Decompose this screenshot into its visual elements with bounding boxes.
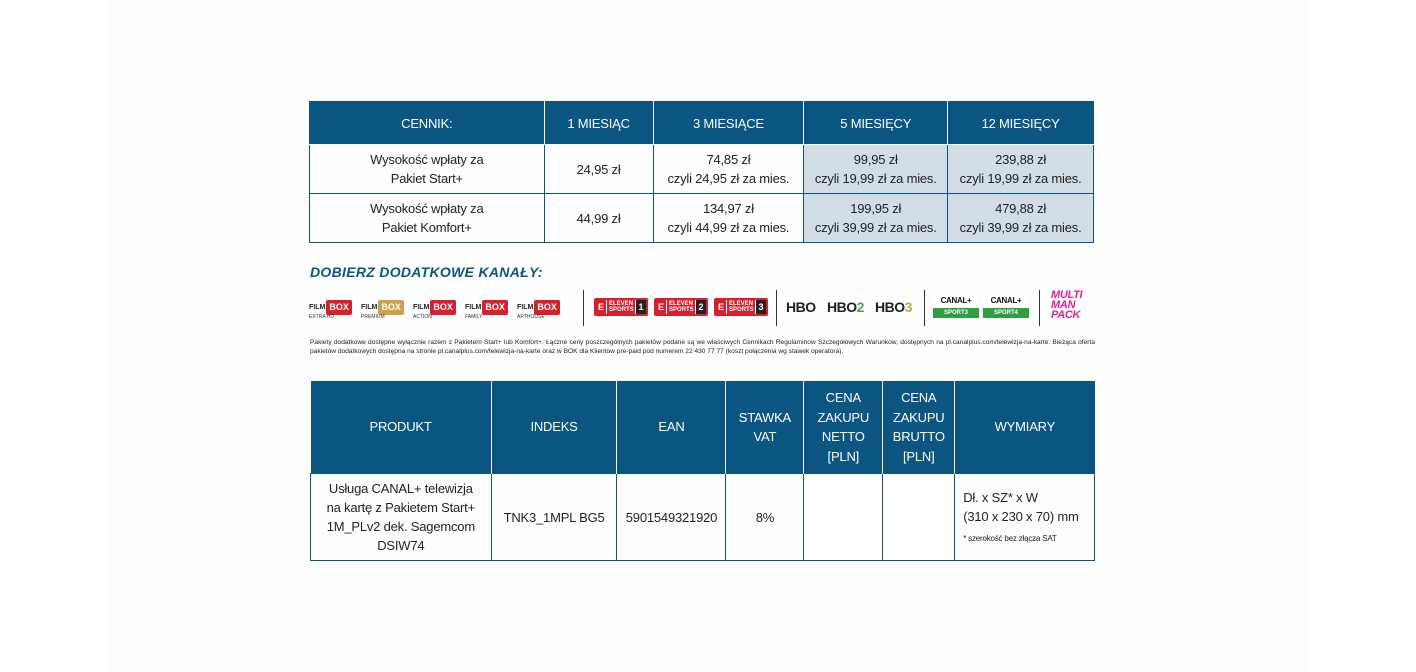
- canal-channel: SPORT3: [933, 308, 979, 318]
- product-line: na kartę z Pakietem Start+: [326, 500, 475, 515]
- label-line: Pakiet Start+: [390, 171, 463, 186]
- product-name-cell: [311, 474, 492, 561]
- multiman-pack-logo: [1051, 289, 1083, 321]
- logo-divider: [924, 290, 925, 326]
- film-word: FILM: [361, 303, 378, 311]
- product-header-wymiary: [955, 381, 1095, 474]
- product-line: 1M_PLv2 dek. Sagemcom: [326, 519, 475, 534]
- price-header-12-months: 12 MIESIĘCY: [948, 102, 1094, 145]
- box-word: BOX: [430, 300, 456, 315]
- box-word: BOX: [534, 300, 560, 315]
- eleven-text: ELEVEN SPORTS: [669, 301, 694, 313]
- product-line: Usługa CANAL+ telewizja: [328, 481, 473, 496]
- eleven-number: 1: [636, 300, 646, 314]
- canal-name: CANAL+: [933, 296, 979, 306]
- box-word: BOX: [326, 300, 352, 315]
- price-table-header-row: [310, 102, 1094, 145]
- filmbox-extra-logo: [309, 296, 352, 318]
- price-komfort-1m: 44,99 zł: [544, 194, 653, 243]
- filmbox-action-logo: [413, 296, 456, 318]
- logo-subtitle: FAMILY: [465, 314, 483, 320]
- hbo-number: 3: [904, 299, 912, 315]
- price-table: [309, 101, 1094, 243]
- header-line: STAWKA: [738, 409, 792, 425]
- price-monthly: czyli 24,95 zł za mies.: [667, 171, 790, 186]
- product-header-netto: [804, 381, 883, 474]
- hbo-name: HBO: [786, 299, 816, 315]
- price-header-1-month: 1 MIESIĄC: [544, 102, 653, 145]
- product-header-brutto: [883, 381, 955, 474]
- label-line: Pakiet Komfort+: [381, 220, 472, 235]
- multiman-line: PACK: [1051, 309, 1081, 321]
- logo-divider: [1039, 290, 1040, 326]
- logo-divider: [583, 290, 584, 326]
- product-vat-cell: 8%: [726, 474, 804, 561]
- price-komfort-12m: [948, 194, 1094, 243]
- hbo-name: HBO: [875, 299, 905, 315]
- header-line: NETTO: [821, 429, 865, 444]
- price-total: 134,97 zł: [702, 201, 754, 216]
- product-header-vat: [726, 381, 804, 474]
- product-line: DSIW74: [377, 538, 425, 553]
- product-table: [310, 381, 1095, 561]
- eleven-number: 3: [756, 300, 766, 314]
- hbo2-logo: [827, 299, 864, 321]
- header-line: ZAKUPU: [817, 409, 870, 425]
- header-line: BRUTTO: [892, 429, 945, 444]
- product-netto-cell: [804, 474, 883, 561]
- filmbox-arthouse-logo: [517, 296, 560, 318]
- price-total: 199,95 zł: [850, 201, 902, 216]
- product-table-header-row: [311, 381, 1095, 474]
- price-label-start: [310, 145, 545, 194]
- price-komfort-3m: [653, 194, 804, 243]
- header-line: [PLN]: [827, 448, 860, 464]
- header-line: ZAKUPU: [892, 409, 945, 425]
- price-row-start: [310, 145, 1094, 194]
- canal-channel: SPORT4: [983, 308, 1029, 318]
- price-header-3-months: 3 MIESIĄCE: [653, 102, 804, 145]
- logo-subtitle: EXTRA HD: [309, 314, 335, 320]
- packages-notice: Pakiety dodatkowe dostępne wyłącznie razem z Pakietem Start+ lub Komfort+. Łączne ceny poszczególnych pakietów podane są we właściwych Cennikach Regulaminow Szczegółowych Warunkow, dostępnych na pl.canalplus.com/telewizja-na-karte. Bieżąca oferta pakietów dodatkowych dostępna na stronie pl.canalplus.com/telewizja-na-karte oraz w BOK dla Klientow pre-paid pod numerem 22 430 77 77 (koszt połączenia wg stawek operatora).: [310, 339, 1095, 355]
- eleven-sports-2-logo: [654, 298, 708, 316]
- eleven-mark-icon: E: [657, 302, 664, 312]
- channels-heading: DOBIERZ DODATKOWE KANAŁY:: [310, 264, 543, 280]
- eleven-text: ELEVEN SPORTS: [729, 301, 754, 313]
- price-header-cennik: CENNIK:: [310, 102, 545, 145]
- product-header-indeks: [491, 381, 617, 474]
- header-line: VAT: [753, 429, 777, 444]
- price-start-1m: 24,95 zł: [544, 145, 653, 194]
- header-line: EAN: [658, 419, 685, 435]
- header-line: INDEKS: [530, 419, 578, 435]
- header-line: CENA: [825, 390, 861, 405]
- price-total: 74,85 zł: [706, 152, 751, 167]
- price-label-komfort: [310, 194, 545, 243]
- filmbox-family-logo: [465, 296, 508, 318]
- hbo-logo: [786, 299, 816, 321]
- channel-logos: [309, 290, 1095, 326]
- header-line: PRODUKT: [369, 419, 432, 435]
- price-total: 99,95 zł: [853, 152, 898, 167]
- logo-divider: [776, 290, 777, 326]
- eleven-mark-icon: E: [717, 302, 724, 312]
- logo-subtitle: ARTHOUSE: [517, 314, 545, 320]
- eleven-text: ELEVEN SPORTS: [609, 301, 634, 313]
- price-start-5m: [804, 145, 948, 194]
- logo-subtitle: PREMIUM: [361, 314, 385, 320]
- box-word: BOX: [482, 300, 508, 315]
- product-header-ean: [617, 381, 726, 474]
- price-monthly: czyli 19,99 zł za mies.: [814, 171, 937, 186]
- header-line: WYMIARY: [994, 419, 1056, 435]
- box-word: BOX: [378, 300, 404, 315]
- price-start-12m: [948, 145, 1094, 194]
- price-monthly: czyli 44,99 zł za mies.: [667, 220, 790, 235]
- price-monthly: czyli 39,99 zł za mies.: [959, 220, 1082, 235]
- product-dimensions-cell: [955, 474, 1095, 561]
- price-total: 479,88 zł: [995, 201, 1047, 216]
- product-brutto-cell: [883, 474, 955, 561]
- price-header-5-months: 5 MIESIĘCY: [804, 102, 948, 145]
- product-row: [311, 474, 1095, 561]
- eleven-sports-1-logo: [594, 298, 648, 316]
- hbo-number: 2: [856, 299, 864, 315]
- logo-subtitle: ACTION: [413, 314, 432, 320]
- product-ean-cell: 5901549321920: [617, 474, 726, 561]
- multiman-line: MULTI: [1051, 289, 1083, 301]
- hbo-name: HBO: [827, 299, 857, 315]
- multiman-line: MAN: [1051, 299, 1076, 311]
- canal-sport4-logo: [983, 296, 1029, 322]
- filmbox-premium-logo: [361, 296, 404, 318]
- canal-name: CANAL+: [983, 296, 1029, 306]
- header-line: CENA: [901, 390, 937, 405]
- eleven-number: 2: [696, 300, 706, 314]
- price-monthly: czyli 39,99 zł za mies.: [814, 220, 937, 235]
- dims-note: * szerokość bez złącza SAT: [963, 534, 1057, 543]
- film-word: FILM: [413, 303, 430, 311]
- film-word: FILM: [309, 303, 326, 311]
- label-line: Wysokość wpłaty za: [370, 201, 484, 216]
- eleven-sports-3-logo: [714, 298, 768, 316]
- price-komfort-5m: [804, 194, 948, 243]
- hbo3-logo: [875, 299, 912, 321]
- price-monthly: czyli 19,99 zł za mies.: [959, 171, 1082, 186]
- canal-sport3-logo: [933, 296, 979, 322]
- price-total: 239,88 zł: [995, 152, 1047, 167]
- dims-line: (310 x 230 x 70) mm: [963, 509, 1079, 524]
- eleven-mark-icon: E: [597, 302, 604, 312]
- price-row-komfort: [310, 194, 1094, 243]
- dims-line: Dł. x SZ* x W: [963, 490, 1038, 505]
- product-header-produkt: [311, 381, 492, 474]
- price-start-3m: [653, 145, 804, 194]
- header-line: [PLN]: [902, 448, 935, 464]
- film-word: FILM: [465, 303, 482, 311]
- product-index-cell: TNK3_1MPL BG5: [491, 474, 617, 561]
- label-line: Wysokość wpłaty za: [370, 152, 484, 167]
- film-word: FILM: [517, 303, 534, 311]
